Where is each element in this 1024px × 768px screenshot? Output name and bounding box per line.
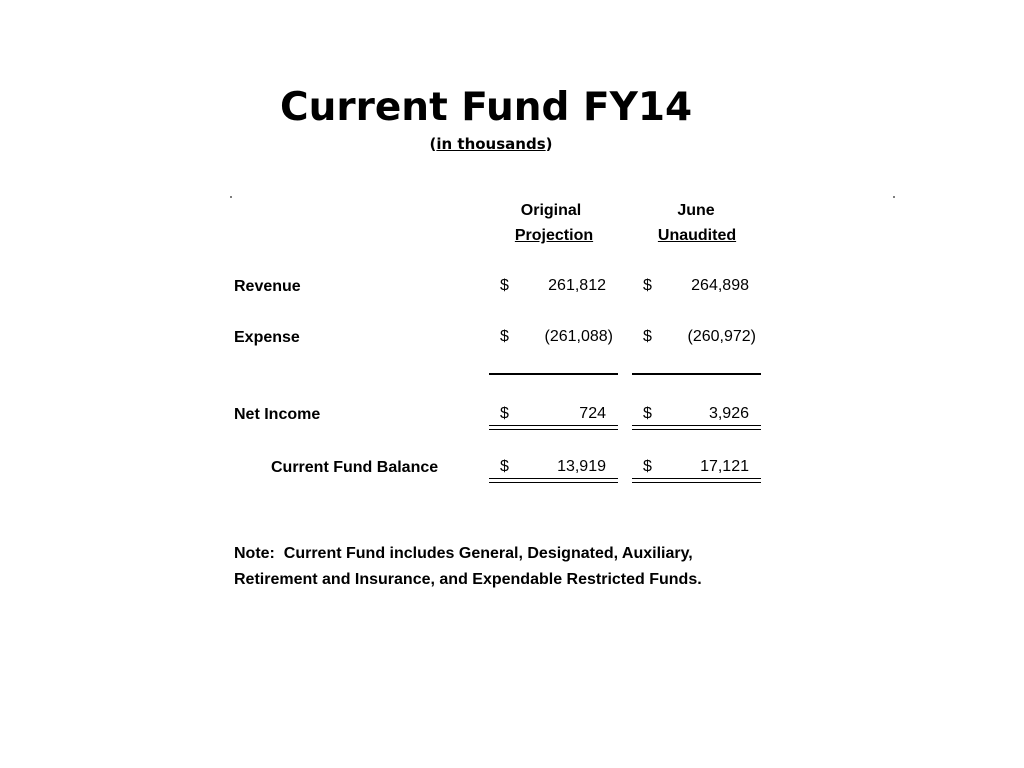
net-income-double-rule-col1	[489, 425, 618, 430]
col1-header-line1: Original	[520, 202, 582, 219]
fund-balance-double-rule-col1	[489, 478, 618, 483]
expense-col1-currency: $	[500, 328, 509, 345]
net-income-col2-currency: $	[643, 405, 652, 422]
fund-balance-label: Current Fund Balance	[271, 459, 439, 476]
col2-header-line2: Unaudited	[657, 227, 737, 244]
subtotal-rule-col1	[489, 373, 618, 375]
expense-col1-value: (261,088)	[544, 328, 613, 345]
fund-balance-col2-value: 17,121	[700, 458, 749, 475]
net-income-col1-value: 724	[579, 405, 606, 422]
expense-col2-currency: $	[643, 328, 652, 345]
footnote-line-2: Retirement and Insurance, and Expendable Restricted Funds.	[234, 571, 702, 588]
page-subtitle	[0, 135, 982, 153]
subtitle-units: in thousands	[436, 135, 546, 153]
expense-col2-value: (260,972)	[687, 328, 756, 345]
footnote-line-1: Note: Current Fund includes General, Designated, Auxiliary,	[234, 545, 693, 562]
subtotal-rule-col2	[632, 373, 761, 375]
revenue-col2-currency: $	[643, 277, 652, 294]
col2-header-line1: June	[677, 202, 715, 219]
fund-balance-col1-currency: $	[500, 458, 509, 475]
net-income-col1-currency: $	[500, 405, 509, 422]
corner-mark-right	[893, 196, 895, 198]
revenue-label: Revenue	[234, 278, 301, 295]
subtitle-close-paren: )	[545, 135, 553, 153]
col1-header-line2: Projection	[514, 227, 594, 244]
net-income-label: Net Income	[234, 406, 321, 423]
revenue-col1-value: 261,812	[548, 277, 606, 294]
fund-balance-col2-currency: $	[643, 458, 652, 475]
revenue-col1-currency: $	[500, 277, 509, 294]
footnote	[234, 541, 934, 593]
subtitle-open-paren: (	[429, 135, 437, 153]
net-income-double-rule-col2	[632, 425, 761, 430]
expense-label: Expense	[234, 329, 300, 346]
revenue-col2-value: 264,898	[691, 277, 749, 294]
corner-mark-left	[230, 196, 232, 198]
fund-balance-double-rule-col2	[632, 478, 761, 483]
fund-balance-col1-value: 13,919	[557, 458, 606, 475]
net-income-col2-value: 3,926	[708, 405, 749, 422]
page-title: Current Fund FY14	[280, 85, 693, 130]
